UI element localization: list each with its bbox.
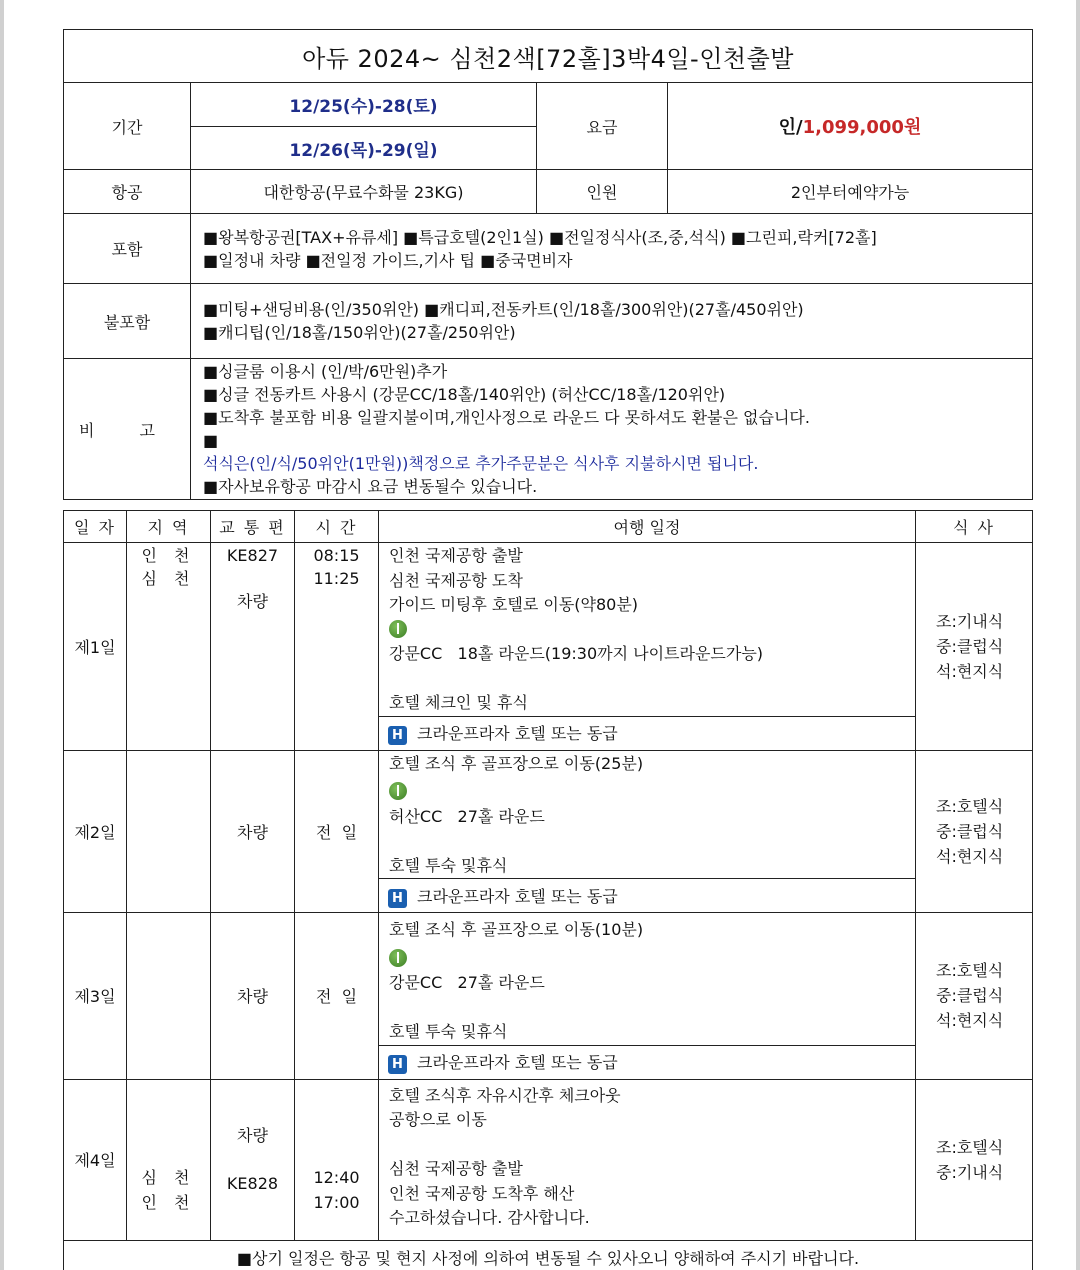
golf-icon bbox=[389, 782, 407, 800]
hotel-icon: H bbox=[388, 1055, 407, 1074]
golf-text: 허산CC 27홀 라운드 bbox=[389, 806, 545, 826]
people-value: 2인부터예약가능 bbox=[668, 170, 1033, 214]
meal-line: 중:기내식 bbox=[936, 1162, 1004, 1182]
meal-line: 조:호텔식 bbox=[936, 1137, 1004, 1157]
golf-icon bbox=[389, 949, 407, 967]
itinerary-table bbox=[63, 510, 1033, 1270]
day-2-hotel bbox=[379, 879, 916, 913]
golf-text: 강문CC 27홀 라운드 bbox=[389, 973, 545, 992]
itinerary-line: 호텔 조식 후 골프장으로 이동(25분) bbox=[389, 753, 644, 773]
fee-value bbox=[668, 83, 1033, 170]
time-line: 08:15 bbox=[313, 546, 360, 565]
period-2: 12/26(목)-29(일) bbox=[191, 127, 537, 170]
day-4-time bbox=[295, 1079, 379, 1240]
itinerary-footer-note: ■상기 일정은 항공 및 현지 사정에 의하여 변동될 수 있사오니 양해하여 주시기 바랍니다. bbox=[64, 1240, 1033, 1270]
itinerary-line: 수고하셨습니다. 감사합니다. bbox=[389, 1208, 590, 1227]
airline-label: 항공 bbox=[64, 170, 191, 214]
day-3-transport: 차량 bbox=[211, 913, 295, 1080]
meal-line: 조:기내식 bbox=[936, 611, 1004, 631]
day-1-itinerary bbox=[379, 543, 916, 717]
day-1-time bbox=[295, 543, 379, 751]
header-time: 시 간 bbox=[295, 511, 379, 543]
day-2-region bbox=[127, 750, 211, 913]
golf-line bbox=[389, 618, 915, 667]
note-line-dinner bbox=[203, 429, 1032, 475]
meal-line: 석:현지식 bbox=[936, 661, 1004, 681]
hotel-icon: H bbox=[388, 726, 407, 745]
transport-line: KE828 bbox=[226, 1173, 279, 1193]
meal-line: 중:클럽식 bbox=[936, 821, 1004, 841]
people-label: 인원 bbox=[537, 170, 668, 214]
period-1: 12/25(수)-28(토) bbox=[191, 83, 537, 127]
exclude-list bbox=[191, 284, 1033, 359]
itinerary-header-row bbox=[64, 511, 1033, 543]
meal-line: 조:호텔식 bbox=[936, 796, 1004, 816]
golf-line bbox=[389, 947, 915, 996]
golf-text: 강문CC 18홀 라운드(19:30까지 나이트라운드가능) bbox=[389, 644, 764, 663]
meal-line: 석:현지식 bbox=[936, 846, 1004, 866]
day-2-itinerary bbox=[379, 750, 916, 879]
day-1-transport bbox=[211, 543, 295, 751]
meal-line: 중:클럽식 bbox=[936, 636, 1004, 656]
day-2-meals bbox=[916, 750, 1033, 913]
header-itinerary: 여행 일정 bbox=[379, 511, 916, 543]
region-line: 인 천 bbox=[141, 1192, 196, 1212]
header-transport: 교 통 편 bbox=[211, 511, 295, 543]
day-1-label: 제1일 bbox=[64, 543, 127, 751]
time-line: 12:40 bbox=[313, 1167, 360, 1187]
header-day: 일 자 bbox=[64, 511, 127, 543]
itinerary-line: 인천 국제공항 출발 bbox=[389, 546, 523, 565]
day-4-transport bbox=[211, 1079, 295, 1240]
time-line: 17:00 bbox=[313, 1192, 360, 1212]
exclude-line: ■미팅+샌딩비용(인/350위안) ■캐디피,전동카트(인/18홀/300위안)(27홀/450위안) bbox=[203, 300, 804, 319]
fee-prefix: 인/ bbox=[778, 117, 803, 138]
itinerary-line: 심천 국제공항 도착 bbox=[389, 570, 523, 590]
day-2-label: 제2일 bbox=[64, 750, 127, 913]
golf-icon bbox=[389, 620, 407, 638]
day-3-meals bbox=[916, 913, 1033, 1080]
header-meal: 식 사 bbox=[916, 511, 1033, 543]
note-line: ■자사보유항공 마감시 요금 변동될수 있습니다. bbox=[203, 477, 538, 496]
note-bullet: ■ bbox=[203, 431, 219, 450]
day-3-itinerary bbox=[379, 913, 916, 1046]
time-line: 11:25 bbox=[313, 569, 360, 588]
transport-line bbox=[211, 567, 294, 590]
period-label: 기간 bbox=[64, 83, 191, 170]
fee-label: 요금 bbox=[537, 83, 668, 170]
day-2-transport: 차량 bbox=[211, 750, 295, 913]
note-label: 비 고 bbox=[64, 359, 191, 500]
itinerary-line: 호텔 투숙 및휴식 bbox=[389, 855, 508, 875]
airline-value: 대한항공(무료수화물 23KG) bbox=[191, 170, 537, 214]
include-line: ■일정내 차량 ■전일정 가이드,기사 팁 ■중국면비자 bbox=[203, 250, 573, 270]
include-line: ■왕복항공권[TAX+유류세] ■특급호텔(2인1실) ■전일정식사(조,중,석식) ■그린피,락커[72홀] bbox=[203, 227, 877, 247]
day-1-meals bbox=[916, 543, 1033, 751]
day-1-region bbox=[127, 543, 211, 751]
itinerary-line: 호텔 체크인 및 휴식 bbox=[389, 693, 528, 712]
day-3-label: 제3일 bbox=[64, 913, 127, 1080]
meal-line: 조:호텔식 bbox=[936, 961, 1004, 981]
itinerary-line: 가이드 미팅후 호텔로 이동(약80분) bbox=[389, 595, 639, 614]
note-line: ■싱글 전동카트 사용시 (강문CC/18홀/140위안) (허산CC/18홀/120위안) bbox=[203, 385, 726, 404]
include-label: 포함 bbox=[64, 214, 191, 284]
day-1-hotel bbox=[379, 716, 916, 750]
itinerary-line: 인천 국제공항 도착후 해산 bbox=[389, 1183, 575, 1203]
meal-line: 석:현지식 bbox=[936, 1011, 1004, 1031]
exclude-line: ■캐디팁(인/18홀/150위안)(27홀/250위안) bbox=[203, 323, 516, 342]
itinerary-line: 호텔 조식후 자유시간후 체크아웃 bbox=[389, 1085, 621, 1105]
right-border bbox=[1076, 0, 1080, 1270]
itinerary-line: 공항으로 이동 bbox=[389, 1110, 487, 1129]
package-title: 아듀 2024~ 심천2색[72홀]3박4일-인천출발 bbox=[64, 30, 1033, 83]
day-4-label: 제4일 bbox=[64, 1079, 127, 1240]
transport-line: 차량 bbox=[237, 1125, 268, 1145]
region-line: 심 천 bbox=[141, 569, 196, 588]
day-4-itinerary bbox=[379, 1079, 916, 1240]
itinerary-line: 심천 국제공항 출발 bbox=[389, 1159, 523, 1178]
fee-amount: 1,099,000원 bbox=[802, 117, 922, 138]
day-3-time: 전 일 bbox=[295, 913, 379, 1080]
header-region: 지 역 bbox=[127, 511, 211, 543]
itinerary-line: 호텔 투숙 및휴식 bbox=[389, 1022, 508, 1041]
meal-line: 중:클럽식 bbox=[936, 986, 1004, 1006]
transport-line: KE827 bbox=[226, 546, 279, 565]
region-line: 심 천 bbox=[141, 1167, 196, 1187]
day-3-hotel bbox=[379, 1045, 916, 1079]
hotel-name: 크라운프라자 호텔 또는 동급 bbox=[417, 1053, 618, 1072]
note-line: ■싱글룸 이용시 (인/박/6만원)추가 bbox=[203, 362, 448, 381]
note-list bbox=[191, 359, 1033, 500]
left-border bbox=[0, 0, 4, 1270]
hotel-icon: H bbox=[388, 889, 407, 908]
day-4-region bbox=[127, 1079, 211, 1240]
region-line: 인 천 bbox=[141, 546, 196, 565]
package-info-table bbox=[63, 29, 1033, 500]
note-line: ■도착후 불포함 비용 일괄지불이며,개인사정으로 라운드 다 못하셔도 환불은 없습니다. bbox=[203, 408, 810, 427]
itinerary-line: 호텔 조식 후 골프장으로 이동(10분) bbox=[389, 920, 644, 939]
golf-line bbox=[389, 780, 915, 829]
day-4-meals bbox=[916, 1079, 1033, 1240]
note-dinner-text: 석식은(인/식/50위안(1만원))책정으로 추가주문분은 식사후 지불하시면 됩니다. bbox=[203, 454, 759, 473]
transport-line: 차량 bbox=[237, 592, 268, 611]
exclude-label: 불포함 bbox=[64, 284, 191, 359]
day-2-time: 전 일 bbox=[295, 750, 379, 913]
hotel-name: 크라운프라자 호텔 또는 동급 bbox=[417, 886, 618, 906]
day-3-region bbox=[127, 913, 211, 1080]
hotel-name: 크라운프라자 호텔 또는 동급 bbox=[417, 724, 618, 743]
include-list bbox=[191, 214, 1033, 284]
